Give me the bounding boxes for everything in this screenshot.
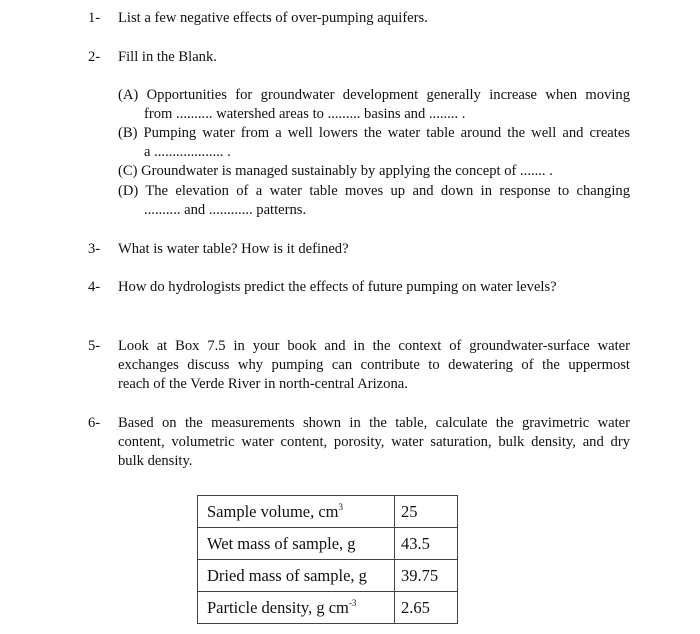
question-6-line-1: Based on the measurements shown in the table, calculate the gravimetric water [118,415,630,431]
table-cell-value: 43.5 [395,528,458,560]
table-row [198,496,458,528]
blank-d-line-1: (D) The elevation of a water table moves up and down in response to changing [118,183,630,199]
table-cell-label: Particle density, g $cm^{-3}$ [198,592,395,624]
table-cell-label: Sample volume, $cm^3$ [198,496,395,528]
question-text: List a few negative effects of over-pumping aquifers. [118,10,428,26]
question-number: 6- [88,415,101,431]
table-cell-value: 39.75 [395,560,458,592]
question-number: 2- [88,49,101,65]
question-text: How do hydrologists predict the effects of future pumping on water levels? [118,279,557,295]
table-cell-value: 2.65 [395,592,458,624]
question-5-line-2: exchanges discuss why pumping can contribute to dewatering of the uppermost [118,357,630,373]
blank-a-line-2: from .......... watershed areas to ......... basins and ........ . [144,106,466,122]
question-number: 3- [88,241,101,257]
blank-d-line-2: .......... and ............ patterns. [144,202,307,218]
question-6-line-3: bulk density. [118,453,193,469]
table-row [198,592,458,624]
blank-b-line-2: a ................... . [144,144,231,160]
question-text: Fill in the Blank. [118,49,217,65]
table-cell-label: Wet mass of sample, g [198,528,395,560]
table-cell-label: Dried mass of sample, g [198,560,395,592]
question-5-line-3: reach of the Verde River in north-central Arizona. [118,376,408,392]
question-number: 1- [88,10,101,26]
table-cell-value: 25 [395,496,458,528]
question-5-line-1: Look at Box 7.5 in your book and in the context of groundwater-surface water [118,338,630,354]
table-row [198,528,458,560]
question-text: What is water table? How is it defined? [118,241,349,257]
question-number: 5- [88,338,101,354]
blank-b-line-1: (B) Pumping water from a well lowers the water table around the well and creates [118,125,630,141]
question-6-line-2: content, volumetric water content, porosity, water saturation, bulk density, and dry [118,434,630,450]
blank-a-line-1: (A) Opportunities for groundwater development generally increase when moving [118,87,630,103]
blank-c-line-1: (C) Groundwater is managed sustainably by applying the concept of ....... . [118,163,553,179]
measurements-table [197,495,458,624]
question-number: 4- [88,279,101,295]
table-row [198,560,458,592]
